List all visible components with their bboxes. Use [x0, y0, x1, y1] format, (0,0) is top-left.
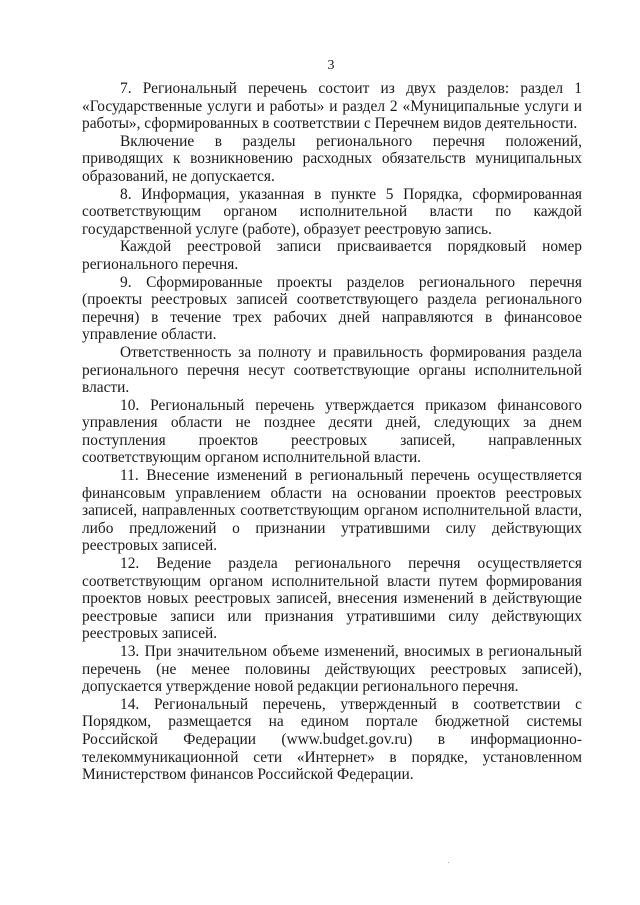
paragraph-inclusion-restriction: Включение в разделы регионального перечня положений, приводящих к возникновению расходных обязательств муниципальных образований, не допускается. [82, 132, 582, 185]
paragraph-item-10: 10. Региональный перечень утверждается приказом финансового управления области не позднее десяти дней, следующих за днем поступления проектов реестровых записей, направленных соответствующим органом исполнительной власти. [82, 396, 582, 467]
paragraph-responsibility: Ответственность за полноту и правильность формирования раздела регионального перечня несут соответствующие органы исполнительной власти. [82, 343, 582, 397]
document-body [82, 80, 582, 784]
page-number: 3 [327, 58, 335, 73]
scan-speck [448, 862, 449, 863]
paragraph-item-13: 13. При значительном объеме изменений, вносимых в региональный перечень (не менее половины действующих реестровых записей), допускается утверждение новой редакции регионального перечня. [82, 643, 582, 696]
paragraph-item-11: 11. Внесение изменений в региональный перечень осуществляется финансовым управлением области на основании проектов реестровых записей, направленных соответствующим органом исполнительной власти, либо предложений о признании утратившими силу действующих реестровых записей. [82, 467, 582, 555]
paragraph-item-12: 12. Ведение раздела регионального перечня осуществляется соответствующим органом исполнительной власти путем формирования проектов новых реестровых записей, внесения изменений в действующие реестровые записи или признания утратившими силу действующих реестровых записей. [82, 555, 582, 643]
paragraph-item-14: 14. Региональный перечень, утвержденный в соответствии с Порядком, размещается на едином портале бюджетной системы Российской Федерации (www.budget.gov.ru) в информационно-телекоммуникационной сети «Интернет» в порядке, установленном Министерством финансов Российской Федерации. [82, 695, 582, 784]
paragraph-item-7: 7. Региональный перечень состоит из двух разделов: раздел 1 «Государственные услуги и работы» и раздел 2 «Муниципальные услуги и работы», сформированных в соответствии с Перечнем видов деятельности. [82, 80, 582, 133]
paragraph-registry-number: Каждой реестровой записи присваивается порядковый номер регионального перечня. [82, 238, 582, 273]
paragraph-item-8: 8. Информация, указанная в пункте 5 Порядка, сформированная соответствующим органом исполнительной власти по каждой государственной услуге (работе), образует реестровую запись. [82, 185, 582, 238]
paragraph-item-9: 9. Сформированные проекты разделов регионального перечня (проекты реестровых записей соответствующего раздела регионального перечня) в течение трех рабочих дней направляются в финансовое управление области. [82, 273, 582, 344]
